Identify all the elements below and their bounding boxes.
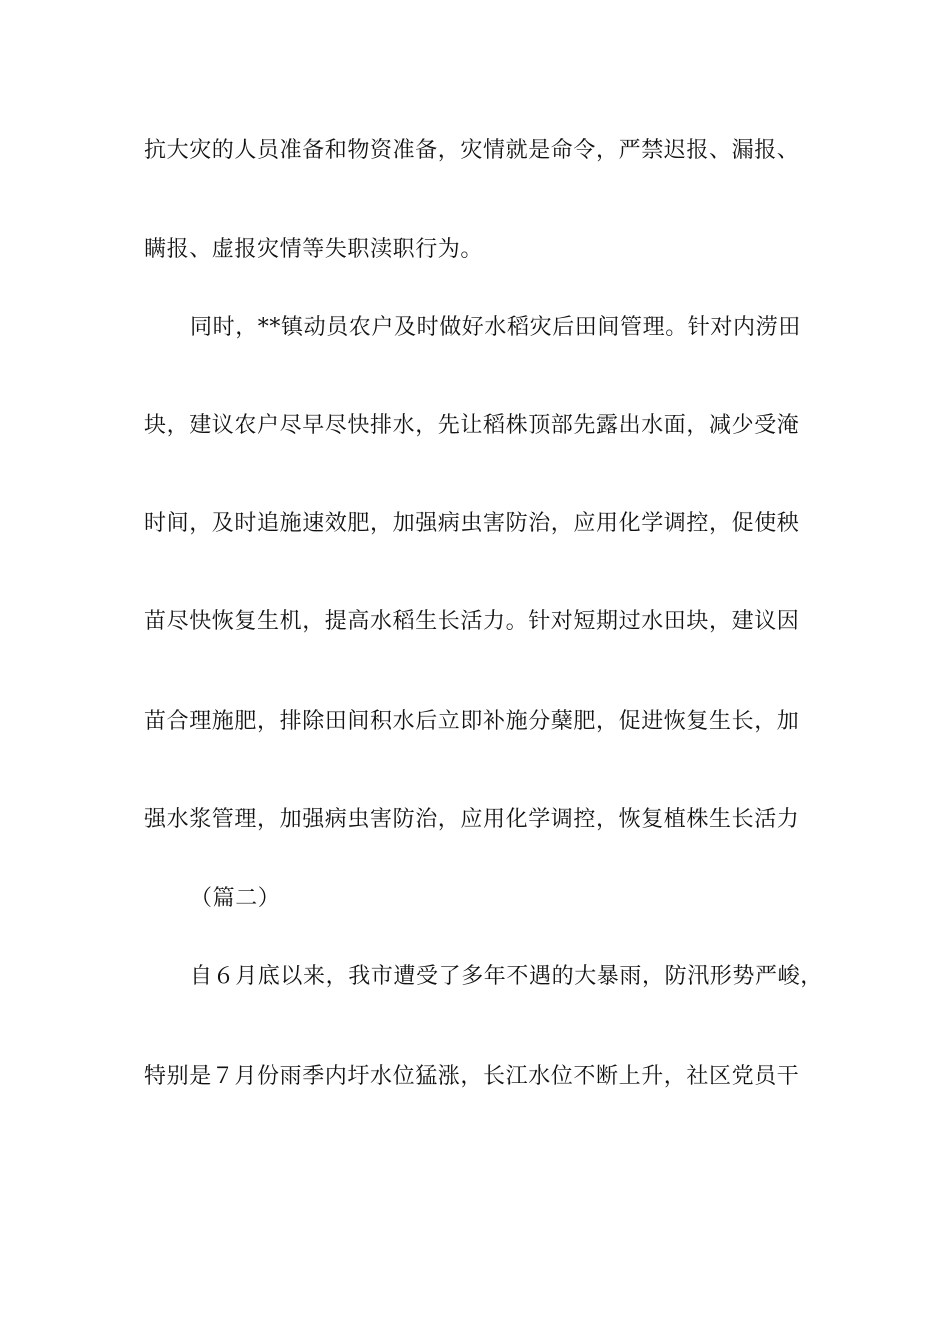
paragraph-first-line: 同时，**镇动员农户及时做好水稻灾后田间管理。针对内涝田	[190, 315, 801, 340]
paragraph-first-line: 自６月底以来，我市遭受了多年不遇的大暴雨，防汛形势严峻，	[190, 964, 823, 989]
body-text-line: 抗大灾的人员准备和物资准备，灾情就是命令，严禁迟报、漏报、	[144, 138, 800, 163]
body-text-line: 特别是７月份雨季内圩水位猛涨，长江水位不断上升，社区党员干	[144, 1064, 800, 1089]
body-text-line: 苗合理施肥，排除田间积水后立即补施分蘖肥，促进恢复生长，加	[144, 709, 800, 734]
section-heading: （篇二）	[190, 886, 281, 911]
body-text-line: 强水浆管理，加强病虫害防治，应用化学调控，恢复植株生长活力	[144, 807, 800, 832]
body-text-line: 瞒报、虚报灾情等失职渎职行为。	[144, 237, 484, 262]
body-text-line: 苗尽快恢复生机，提高水稻生长活力。针对短期过水田块，建议因	[144, 609, 800, 634]
body-text-line: 块，建议农户尽早尽快排水，先让稻株顶部先露出水面，减少受淹	[144, 413, 800, 438]
body-text-line: 时间，及时追施速效肥，加强病虫害防治，应用化学调控，促使秧	[144, 511, 800, 536]
